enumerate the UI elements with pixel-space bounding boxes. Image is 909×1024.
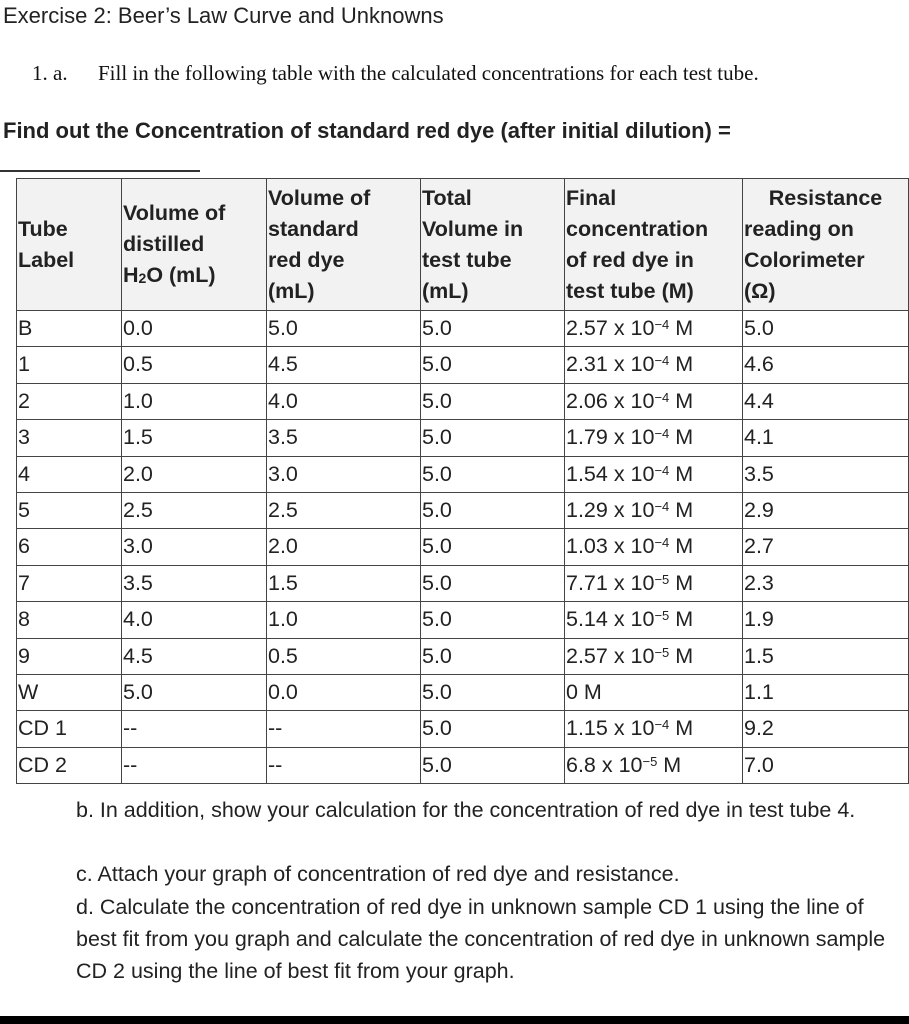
table-row <box>17 347 909 383</box>
cell-resistance: 1.5 <box>743 638 909 674</box>
cell-tube-label: 8 <box>17 602 122 638</box>
cell-total-volume: 5.0 <box>421 675 565 711</box>
table-row <box>17 420 909 456</box>
cell-final-concentration <box>565 602 743 638</box>
cell-distilled-water: -- <box>122 711 267 747</box>
concentration-unit: M <box>669 607 694 632</box>
concentration-mantissa: 1.15 x 10 <box>566 716 655 741</box>
table-row <box>17 493 909 529</box>
concentration-exponent: −5 <box>654 608 670 624</box>
cell-standard-dye: 1.5 <box>267 565 421 601</box>
concentration-exponent: −4 <box>654 499 670 515</box>
cell-standard-dye: 5.0 <box>267 311 421 347</box>
concentration-exponent: −5 <box>642 753 658 769</box>
cell-standard-dye: 0.5 <box>267 638 421 674</box>
concentration-mantissa: 5.14 x 10 <box>566 607 655 632</box>
cell-final-concentration <box>565 420 743 456</box>
cell-total-volume: 5.0 <box>421 747 565 783</box>
header-resistance: Resistance reading on Colorimeter (Ω) <box>743 179 909 311</box>
header-tube-label: Tube Label <box>17 179 122 311</box>
cell-tube-label: 9 <box>17 638 122 674</box>
header-final-concentration: Final concentration of red dye in test tube (M) <box>565 179 743 311</box>
concentration-exponent: −5 <box>654 571 670 587</box>
table-row <box>17 638 909 674</box>
cell-tube-label: 5 <box>17 493 122 529</box>
concentration-exponent: −4 <box>654 717 670 733</box>
cell-standard-dye: 4.5 <box>267 347 421 383</box>
cell-resistance: 2.3 <box>743 565 909 601</box>
concentration-exponent: −4 <box>654 535 670 551</box>
concentration-unit: M <box>669 425 694 450</box>
cell-resistance: 7.0 <box>743 747 909 783</box>
cell-standard-dye: 3.5 <box>267 420 421 456</box>
cell-distilled-water: -- <box>122 747 267 783</box>
cell-total-volume: 5.0 <box>421 311 565 347</box>
cell-tube-label: 4 <box>17 456 122 492</box>
cell-standard-dye: 3.0 <box>267 456 421 492</box>
concentration-mantissa: 2.31 x 10 <box>566 352 655 377</box>
cell-final-concentration <box>565 565 743 601</box>
table-row <box>17 383 909 419</box>
concentration-unit: M <box>669 316 694 340</box>
table-row <box>17 675 909 711</box>
cell-resistance: 2.9 <box>743 493 909 529</box>
concentration-unit: M <box>657 752 682 777</box>
header-distilled-water: Volume of distilled $H_2O$ (mL) <box>122 179 267 311</box>
cell-standard-dye: 2.0 <box>267 529 421 565</box>
concentration-mantissa: 2.06 x 10 <box>566 388 655 413</box>
question-1a <box>32 61 759 86</box>
cell-final-concentration <box>565 347 743 383</box>
cell-final-concentration <box>565 311 743 347</box>
cell-tube-label: 1 <box>17 347 122 383</box>
cell-standard-dye: 0.0 <box>267 675 421 711</box>
cell-final-concentration <box>565 675 743 711</box>
cell-standard-dye: -- <box>267 711 421 747</box>
question-number: 1. a. <box>32 61 68 85</box>
cell-tube-label: CD 2 <box>17 747 122 783</box>
concentration-exponent: −5 <box>654 644 670 660</box>
header-standard-dye: Volume of standard red dye (mL) <box>267 179 421 311</box>
cell-resistance: 1.1 <box>743 675 909 711</box>
table-row <box>17 311 909 347</box>
answer-blank-line <box>0 170 200 172</box>
concentration-exponent: −4 <box>654 462 670 478</box>
cell-total-volume: 5.0 <box>421 565 565 601</box>
part-d: d. Calculate the concentration of red dye in unknown sample CD 1 using the line of best fit from you graph and calculate the concentration of red dye in unknown sample CD 2 using the line of best fit from your graph. <box>76 895 886 983</box>
cell-tube-label: 6 <box>17 529 122 565</box>
concentration-mantissa: 6.8 x 10 <box>566 752 643 777</box>
page-title: Exercise 2: Beer’s Law Curve and Unknowns <box>3 3 444 28</box>
table-header-row <box>17 179 909 311</box>
cell-final-concentration <box>565 529 743 565</box>
concentration-exponent: −4 <box>654 389 670 405</box>
concentration-unit: M <box>669 643 694 668</box>
cell-standard-dye: 2.5 <box>267 493 421 529</box>
concentration-unit: M <box>669 388 694 413</box>
cell-final-concentration <box>565 383 743 419</box>
concentration-unit: M <box>669 461 694 486</box>
cell-final-concentration <box>565 747 743 783</box>
cell-total-volume: 5.0 <box>421 383 565 419</box>
cell-resistance: 4.6 <box>743 347 909 383</box>
cell-total-volume: 5.0 <box>421 493 565 529</box>
concentration-unit: M <box>669 570 694 595</box>
concentration-mantissa: 1.79 x 10 <box>566 425 655 450</box>
cell-standard-dye: 4.0 <box>267 383 421 419</box>
cell-resistance: 9.2 <box>743 711 909 747</box>
concentration-mantissa: 2.57 x 10 <box>566 316 655 340</box>
cell-distilled-water: 1.0 <box>122 383 267 419</box>
cell-final-concentration <box>565 638 743 674</box>
cell-tube-label: 2 <box>17 383 122 419</box>
concentration-exponent: −4 <box>654 353 670 369</box>
part-c: c. Attach your graph of concentration of red dye and resistance. <box>76 862 680 886</box>
cell-final-concentration <box>565 711 743 747</box>
cell-final-concentration <box>565 456 743 492</box>
concentration-mantissa: 7.71 x 10 <box>566 570 655 595</box>
cell-distilled-water: 0.5 <box>122 347 267 383</box>
cell-final-concentration <box>565 493 743 529</box>
part-b: b. In addition, show your calculation for the concentration of red dye in test tube 4. <box>76 798 856 822</box>
concentration-unit: M <box>669 352 694 377</box>
cell-distilled-water: 5.0 <box>122 675 267 711</box>
concentration-mantissa: 1.29 x 10 <box>566 498 655 523</box>
cell-tube-label: CD 1 <box>17 711 122 747</box>
cell-distilled-water: 3.5 <box>122 565 267 601</box>
cell-total-volume: 5.0 <box>421 711 565 747</box>
question-text: Fill in the following table with the calculated concentrations for each test tube. <box>98 61 759 85</box>
table-row <box>17 565 909 601</box>
concentration-mantissa: 0 M <box>566 680 602 705</box>
cell-total-volume: 5.0 <box>421 347 565 383</box>
concentration-mantissa: 2.57 x 10 <box>566 643 655 668</box>
concentration-prompt: Find out the Concentration of standard red dye (after initial dilution) = <box>3 118 731 143</box>
concentration-mantissa: 1.03 x 10 <box>566 534 655 559</box>
cell-resistance: 3.5 <box>743 456 909 492</box>
cell-resistance: 1.9 <box>743 602 909 638</box>
bottom-bar <box>0 1016 909 1024</box>
cell-tube-label: 3 <box>17 420 122 456</box>
cell-distilled-water: 4.0 <box>122 602 267 638</box>
table-row <box>17 529 909 565</box>
concentration-table <box>16 178 909 784</box>
table-row <box>17 747 909 783</box>
cell-resistance: 2.7 <box>743 529 909 565</box>
table-row <box>17 711 909 747</box>
header-total-volume: Total Volume in test tube (mL) <box>421 179 565 311</box>
cell-tube-label: W <box>17 675 122 711</box>
concentration-mantissa: 1.54 x 10 <box>566 461 655 486</box>
cell-tube-label: B <box>17 311 122 347</box>
cell-total-volume: 5.0 <box>421 420 565 456</box>
cell-total-volume: 5.0 <box>421 638 565 674</box>
cell-standard-dye: 1.0 <box>267 602 421 638</box>
cell-distilled-water: 2.5 <box>122 493 267 529</box>
table-row <box>17 602 909 638</box>
concentration-unit: M <box>669 498 694 523</box>
cell-total-volume: 5.0 <box>421 456 565 492</box>
cell-distilled-water: 0.0 <box>122 311 267 347</box>
concentration-unit: M <box>669 534 694 559</box>
cell-distilled-water: 2.0 <box>122 456 267 492</box>
concentration-exponent: −4 <box>654 317 670 332</box>
cell-distilled-water: 4.5 <box>122 638 267 674</box>
cell-resistance: 5.0 <box>743 311 909 347</box>
concentration-exponent: −4 <box>654 426 670 442</box>
table-row <box>17 456 909 492</box>
cell-tube-label: 7 <box>17 565 122 601</box>
cell-resistance: 4.1 <box>743 420 909 456</box>
cell-total-volume: 5.0 <box>421 529 565 565</box>
cell-resistance: 4.4 <box>743 383 909 419</box>
cell-distilled-water: 3.0 <box>122 529 267 565</box>
cell-standard-dye: -- <box>267 747 421 783</box>
cell-total-volume: 5.0 <box>421 602 565 638</box>
cell-distilled-water: 1.5 <box>122 420 267 456</box>
concentration-unit: M <box>669 716 694 741</box>
